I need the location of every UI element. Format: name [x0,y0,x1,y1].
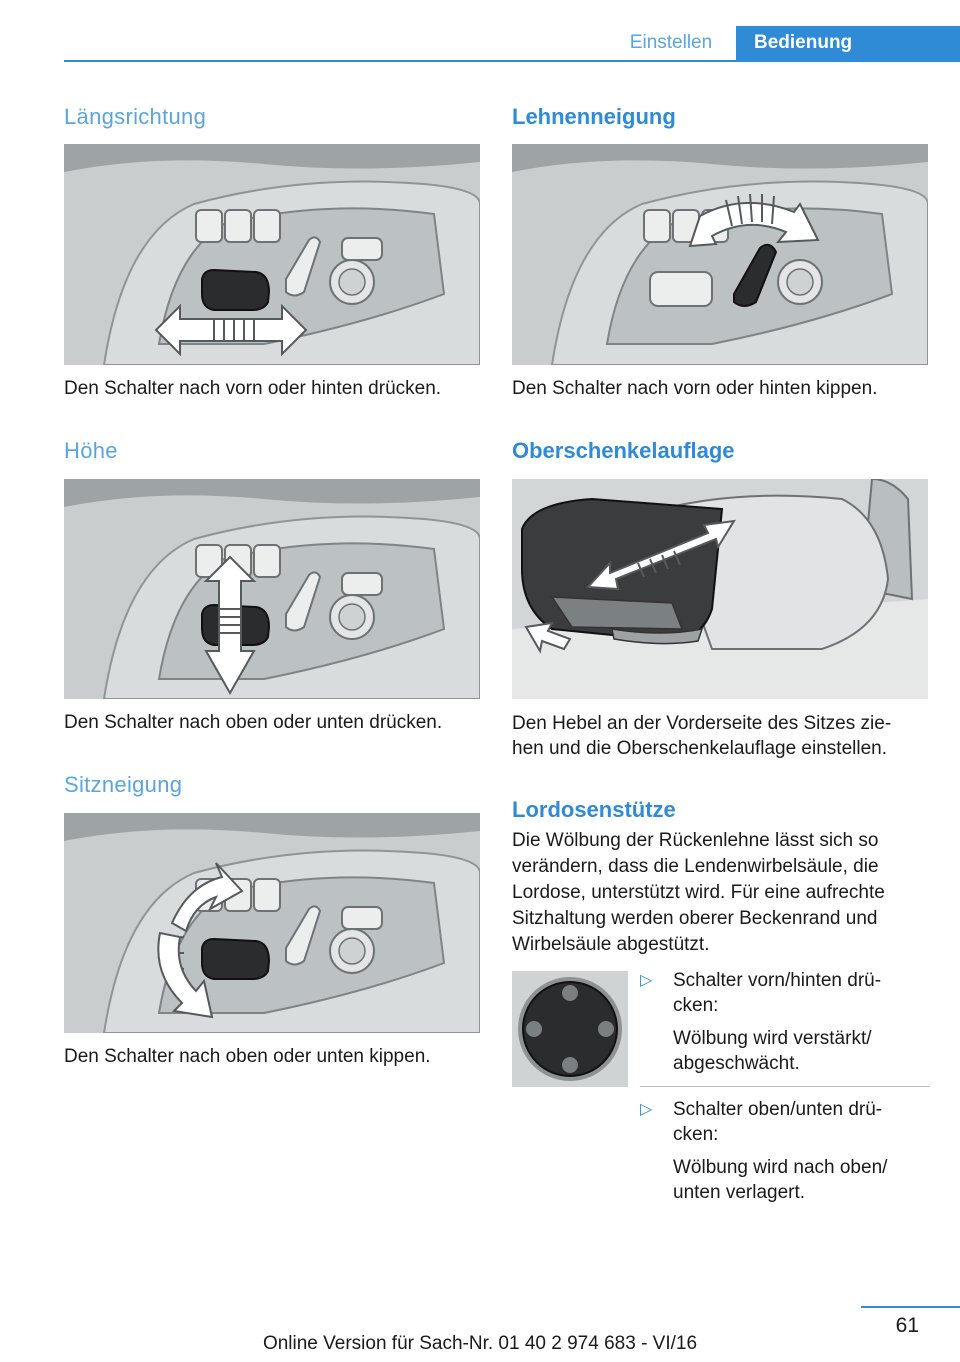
header-divider [64,60,960,62]
bullet-sub-text [673,1155,930,1205]
figure-sitzneigung [64,813,480,1033]
description-line: verändern, dass die Lendenwirbelsäule, die [512,856,879,877]
lordosenstuetze-description [512,828,922,958]
caption-oberschenkelauflage-line1: Den Hebel an der Vorderseite des Sitzes zie- [512,713,892,734]
list-item [640,1097,930,1205]
description-line: Wirbelsäule abgestützt. [512,934,710,955]
triangle-bullet-icon: ▷ [640,1101,653,1118]
online-version-note: Online Version für Sach-Nr. 01 40 2 974 683 - VI/16 [262,1333,698,1354]
bullet-sub-text [673,1026,930,1076]
triangle-bullet-icon: ▷ [640,972,653,989]
heading-hoehe: Höhe [64,438,118,463]
footer-divider [861,1306,960,1308]
figure-lordosenstuetze-switch [512,971,628,1087]
caption-lehnenneigung: Den Schalter nach vorn oder hinten kippen. [512,378,878,399]
heading-sitzneigung: Sitzneigung [64,772,183,797]
header-tab-bedienung[interactable]: Bedienung [736,26,960,60]
figure-laengsrichtung [64,144,480,365]
bullet-divider [640,1086,930,1087]
bullet-line: Schalter oben/unten drü- [673,1099,883,1120]
page-header [0,0,960,62]
figure-lehnenneigung [512,144,928,365]
bullet-sub-line: unten verlagert. [673,1182,806,1203]
list-item [640,968,930,1076]
heading-lordosenstuetze: Lordosenstütze [512,797,676,822]
bullet-sub-line: Wölbung wird nach oben/ [673,1157,888,1178]
caption-oberschenkelauflage-line2: hen und die Oberschenkelauflage einstellen. [512,738,887,759]
bullet-line: cken: [673,1124,719,1145]
bullet-sub-line: abgeschwächt. [673,1053,800,1074]
caption-hoehe: Den Schalter nach oben oder unten drücken. [64,712,443,733]
lordosenstuetze-bullet-list [640,968,930,1215]
bullet-line: cken: [673,995,719,1016]
heading-oberschenkelauflage: Oberschenkelauflage [512,438,735,463]
bullet-sub-line: Wölbung wird verstärkt/ [673,1028,872,1049]
heading-lehnenneigung: Lehnenneigung [512,104,676,129]
figure-hoehe [64,479,480,699]
heading-laengsrichtung: Längsrichtung [64,104,207,129]
caption-sitzneigung: Den Schalter nach oben oder unten kippen. [64,1046,431,1067]
description-line: Sitzhaltung werden oberer Beckenrand und [512,908,878,929]
description-line: Lordose, unterstützt wird. Für eine aufrechte [512,882,885,903]
page-number: 61 [895,1314,919,1337]
figure-oberschenkelauflage [512,479,928,699]
bullet-line: Schalter vorn/hinten drü- [673,970,882,991]
header-tab-einstellen[interactable]: Einstellen [629,32,713,53]
description-line: Die Wölbung der Rückenlehne lässt sich so [512,830,879,851]
caption-laengsrichtung: Den Schalter nach vorn oder hinten drücken. [64,378,442,399]
